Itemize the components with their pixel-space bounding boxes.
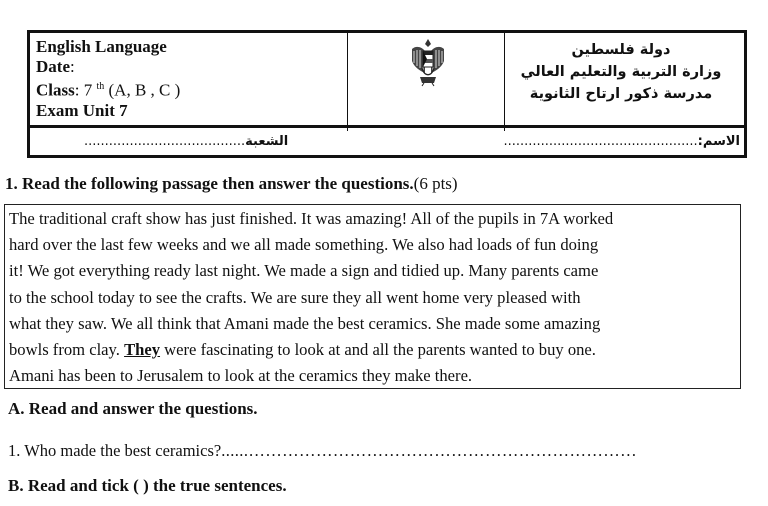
passage-line: hard over the last few weeks and we all made something. We also had loads of fun doing <box>9 235 599 255</box>
question-1-title: 1. Read the following passage then answer the questions. <box>5 174 414 193</box>
name-section-bar <box>27 128 747 158</box>
passage-text: were fascinating to look at and all the parents wanted to buy one. <box>160 340 596 360</box>
passage-text: bowls from clay. <box>9 340 125 360</box>
passage-line: The traditional craft show has just finished. It was amazing! All of the pupils in 7A worked <box>9 209 614 228</box>
passage-line <box>9 337 734 363</box>
passage-line: to the school today to see the crafts. We are sure they all went home very pleased with <box>9 287 581 307</box>
exam-unit: Exam Unit 7 <box>36 100 128 120</box>
name-blank[interactable]: ............................................... <box>503 134 698 149</box>
passage-line: what they saw. We all think that Amani made the best ceramics. She made some amazing <box>9 313 601 333</box>
question-1-points: (6 pts) <box>413 174 458 193</box>
exam-header <box>27 30 747 128</box>
ministry-name: وزارة التربية والتعليم العالي <box>520 64 722 80</box>
answer-blank[interactable]: ......…………………………………………………………… <box>221 441 638 460</box>
date-line <box>36 57 347 77</box>
header-left-info <box>30 33 348 131</box>
question-1-heading <box>5 174 458 194</box>
class-grade: : 7 <box>74 80 97 100</box>
exam-line <box>36 101 347 121</box>
underlined-word: They <box>124 340 161 360</box>
passage-line: Amani has been to Jerusalem to look at the ceramics they make there. <box>9 366 473 386</box>
date-colon: : <box>69 57 75 76</box>
section-a-question-1 <box>8 441 637 461</box>
section-b-title: B. Read and tick ( ) the true sentences. <box>8 476 287 495</box>
section-blank[interactable]: ....................................... <box>84 134 246 149</box>
header-emblem-cell <box>348 33 505 131</box>
reading-passage <box>4 204 741 389</box>
class-label: Class <box>36 80 75 100</box>
passage-line: it! We got everything ready last night. We made a sign and tidied up. Many parents came <box>9 261 599 281</box>
name-label: الاسم: <box>697 134 740 149</box>
country-name: دولة فلسطين <box>571 42 671 58</box>
class-sup: th <box>96 81 105 92</box>
eagle-emblem-icon <box>408 37 448 87</box>
class-line <box>36 77 347 101</box>
subject: English Language <box>36 37 167 56</box>
question-text: 1. Who made the best ceramics? <box>8 441 222 460</box>
school-name: مدرسة ذكور ارتاح الثانوية <box>529 86 713 102</box>
date-label: Date <box>36 57 70 76</box>
subject-line <box>36 37 347 57</box>
class-sections: (A, B , C ) <box>104 80 181 100</box>
student-name-field[interactable] <box>503 134 740 149</box>
section-label: الشعبة <box>245 134 289 149</box>
section-field[interactable] <box>84 134 288 149</box>
section-a-title: A. Read and answer the questions. <box>8 399 258 418</box>
header-right-arabic <box>505 33 747 131</box>
